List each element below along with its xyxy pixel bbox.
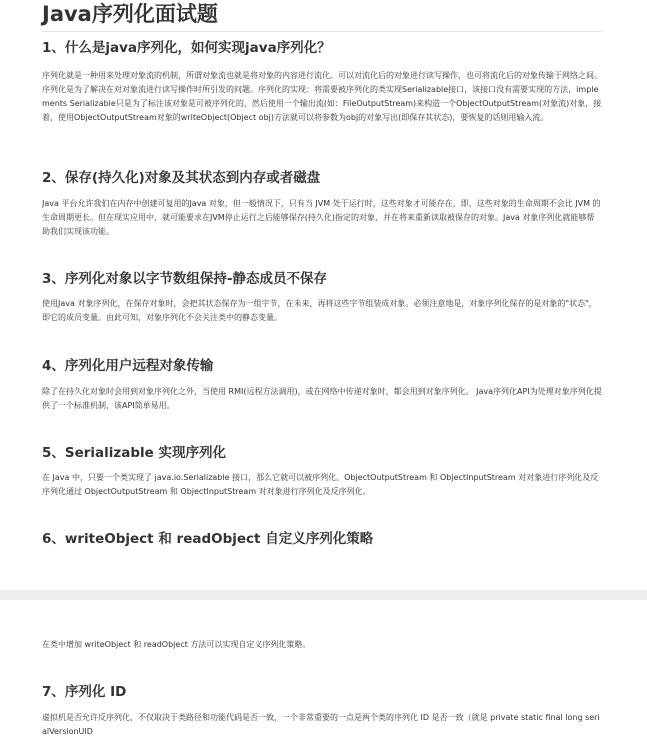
section-2-body: Java 平台允许我们在内存中创建可复用的Java 对象，但一般情况下，只有当 JVM 处于运行时，这些对象才可能存在，即，这些对象的生命周期不会比 JVM 的生命周期更长。但在现实应用中，就可能要求在JVM停止运行之后能够保存(持久化)指定的对象，并在将来重新读取被保存的对象。Java 对象序列化就能够帮助我们实现该功能。: [42, 199, 601, 236]
section-7-body: 虚拟机是否允许反序列化，不仅取决于类路径和功能代码是否一致，一个非常重要的一点是两个类的序列化 ID 是否一致（就是 private static final long serialVersionUID: [42, 713, 600, 736]
section-6-heading: 6、writeObject 和 readObject 自定义序列化策略: [42, 531, 374, 547]
document-page-2: [0, 600, 647, 754]
page-separator: [0, 590, 647, 600]
document-title: Java序列化面试题: [42, 1, 602, 32]
section-5-heading: 5、Serializable 实现序列化: [42, 445, 227, 461]
section-3-heading: 3、序列化对象以字节数组保持-静态成员不保存: [42, 271, 327, 287]
section-4-body: 除了在持久化对象时会用到对象序列化之外，当使用 RMI(远程方法调用)，或在网络中传递对象时，都会用到对象序列化。 Java序列化API为处理对象序列化提供了一个标准机制，该API简单易用。: [42, 387, 602, 410]
section-6-body: 在类中增加 writeObject 和 readObject 方法可以实现自定义序列化策略。: [42, 640, 311, 649]
section-7-heading: 7、序列化 ID: [42, 684, 127, 700]
section-2-heading: 2、保存(持久化)对象及其状态到内存或者磁盘: [42, 170, 321, 186]
section-4-heading: 4、序列化用户远程对象传输: [42, 358, 214, 374]
section-1-heading: 1、什么是java序列化，如何实现java序列化？: [42, 40, 331, 56]
section-1-body: 序列化就是一种用来处理对象流的机制，所谓对象流也就是将对象的内容进行流化。可以对流化后的对象进行读写操作，也可将流化后的对象传输于网络之间。序列化是为了解决在对对象流进行读写操作时所引发的问题。序列化的实现：将需要被序列化的类实现Serializable接口，该接口没有需要实现的方法，implements Serializable只是为了标注该对象是可被序列化的，然后使用一个输出流(如：FileOutputStream)来构造一个ObjectOutputStream(对象流)对象，接着，使用ObjectOutputStream对象的writeObject(Object obj)方法就可以将参数为obj的对象写出(即保存其状态)，要恢复的话则用输入流。: [42, 71, 602, 122]
section-3-body: 使用Java 对象序列化，在保存对象时，会把其状态保存为一组字节，在未来，再将这些字节组装成对象。必须注意地是，对象序列化保存的是对象的"状态"，即它的成员变量。由此可知，对象序列化不会关注类中的静态变量。: [42, 299, 597, 322]
section-5-body: 在 Java 中，只要一个类实现了 java.io.Serializable 接口，那么它就可以被序列化。ObjectOutputStream 和 ObjectInputStream 对对象进行序列化及反序列化通过 ObjectOutputStream 和 ObjectInputStream 对对象进行序列化及反序列化。: [42, 473, 599, 496]
